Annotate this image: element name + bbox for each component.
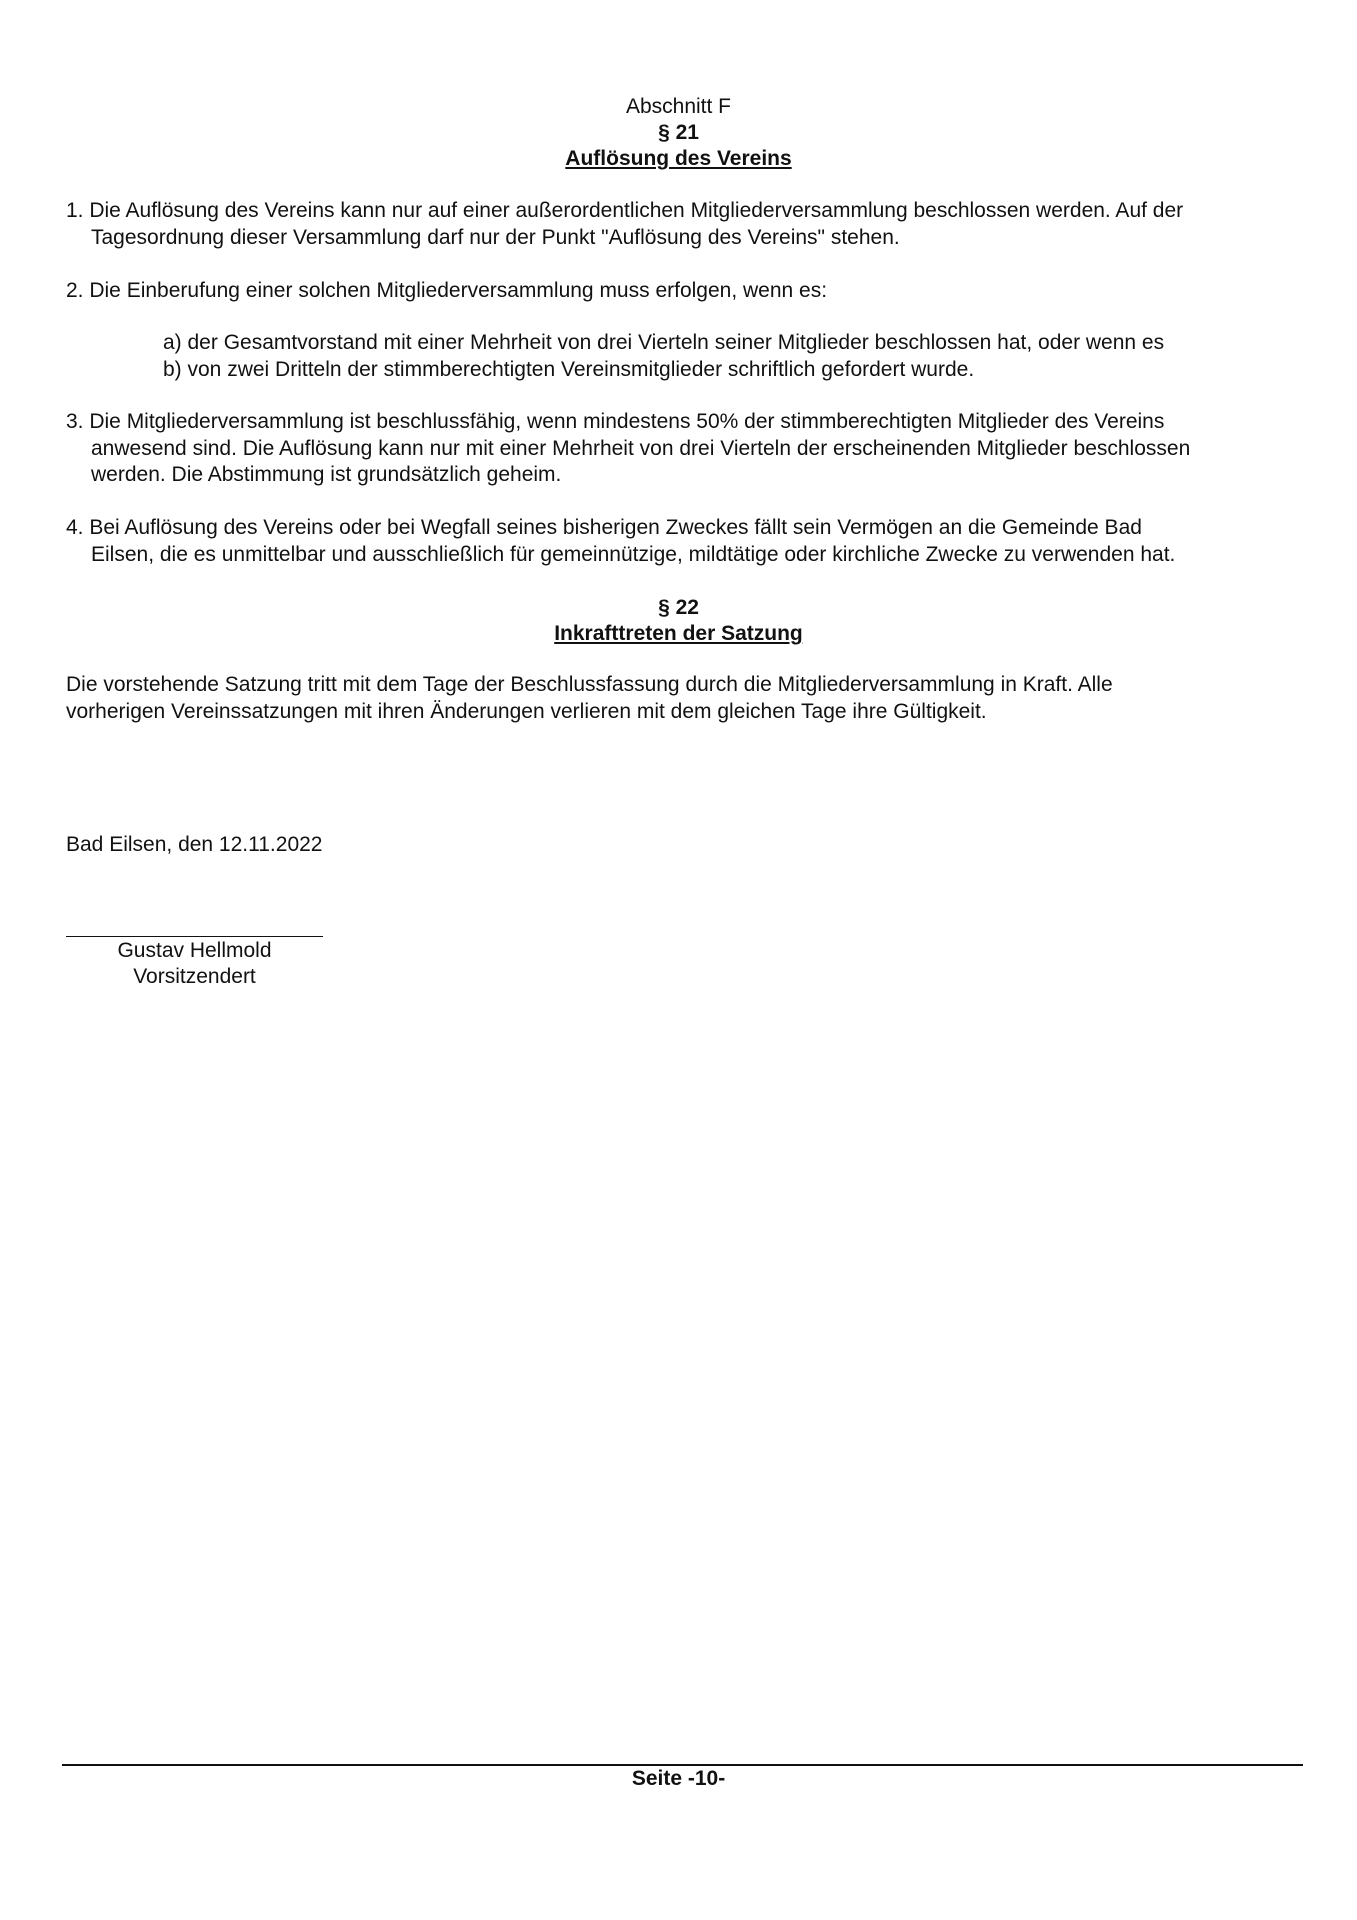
signer-role: Vorsitzendert [133,965,256,988]
signer-name: Gustav Hellmold [117,939,272,962]
list-item-2-line-1: 2. Die Einberufung einer solchen Mitgliederversammlung muss erfolgen, wenn es: [66,279,828,302]
list-item-2 [66,278,1306,305]
list-item-4-line-2: Eilsen, die es unmittelbar und ausschließlich für gemeinnützige, mildtätige oder kirchliche Zwecke zu verwenden hat. [91,542,1176,566]
list-item-3 [66,409,1306,489]
list-item-4 [66,515,1306,568]
list-item-1 [66,198,1306,251]
list-item-3-line-3: werden. Die Abstimmung ist grundsätzlich geheim. [91,463,562,486]
list-item-3-line-2: anwesend sind. Die Auflösung kann nur mit einer Mehrheit von drei Vierteln der erscheinenden Mitglieder beschlossen [91,436,1191,460]
section-label: Abschnitt F [625,95,732,118]
list-item-3-line-1: 3. Die Mitgliederversammlung ist beschlussfähig, wenn mindestens 50% der stimmberechtigten Mitglieder des Vereins [66,410,1165,433]
paragraph-22-heading: § 22 [658,596,699,619]
paragraph-22-title: Inkrafttreten der Satzung [554,622,803,645]
paragraph-22-text-line-1: Die vorstehende Satzung tritt mit dem Tage der Beschlussfassung durch die Mitgliederversammlung in Kraft. Alle [66,673,1113,696]
list-item-2-subitem-b: b) von zwei Dritteln der stimmberechtigten Vereinsmitglieder schriftlich gefordert wurde. [163,357,975,381]
list-item-4-line-1: 4. Bei Auflösung des Vereins oder bei Wegfall seines bisherigen Zweckes fällt sein Vermögen an die Gemeinde Bad [66,516,1142,539]
page-number: Seite -10- [631,1767,726,1790]
place-date: Bad Eilsen, den 12.11.2022 [66,833,323,856]
list-item-1-line-2: Tagesordnung dieser Versammlung darf nur der Punkt "Auflösung des Vereins" stehen. [91,225,900,249]
paragraph-21-title: Auflösung des Vereins [565,147,792,170]
list-item-2-subitem-a: a) der Gesamtvorstand mit einer Mehrheit von drei Vierteln seiner Mitglieder beschlossen hat, oder wenn es [163,331,1165,354]
list-item-2-subitems [163,330,1313,383]
list-item-1-line-1: 1. Die Auflösung des Vereins kann nur auf einer außerordentlichen Mitgliederversammlung beschlossen werden. Auf der [66,199,1184,222]
paragraph-22-text-line-2: vorherigen Vereinssatzungen mit ihren Änderungen verlieren mit dem gleichen Tage ihre Gültigkeit. [66,699,987,723]
signature-line [66,936,323,937]
paragraph-22-text [66,672,1306,725]
paragraph-21-heading: § 21 [658,121,699,144]
